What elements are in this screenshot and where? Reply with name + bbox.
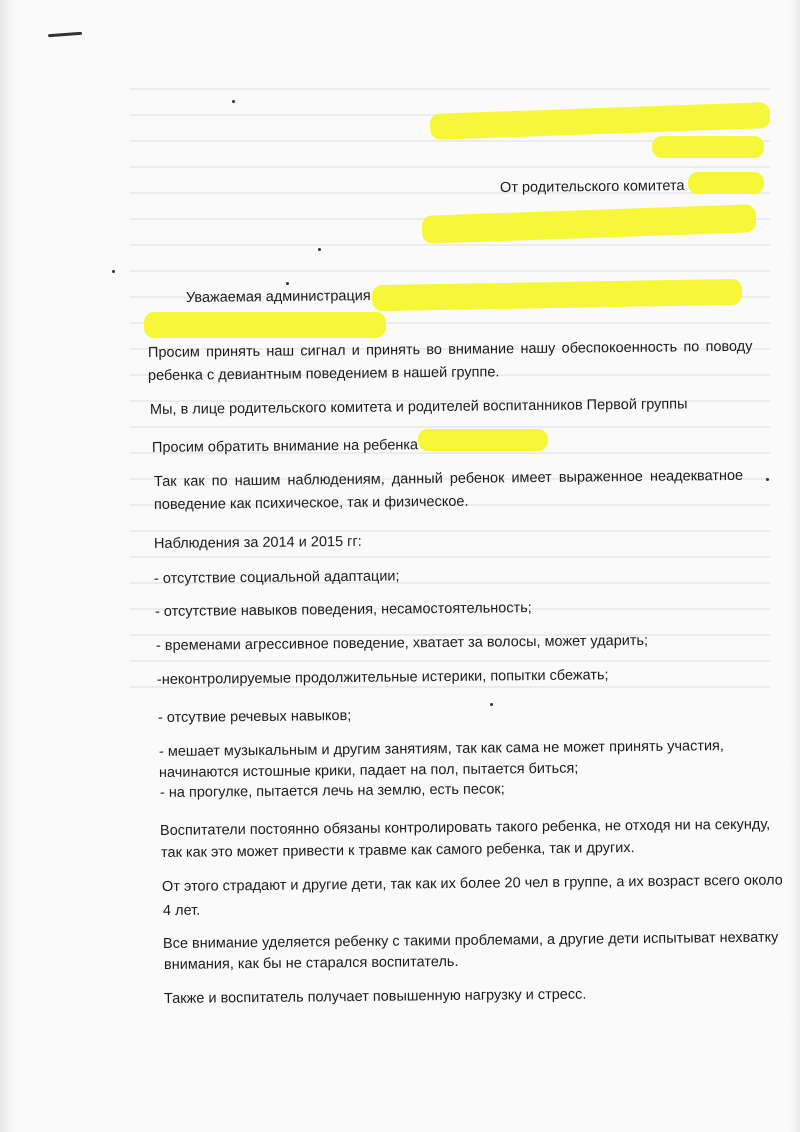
closing-2-line-2: 4 лет. bbox=[162, 902, 201, 919]
salutation: Уважаемая администрация bbox=[185, 288, 371, 306]
paragraph-3: Просим обратить внимание на ребенка bbox=[151, 437, 419, 456]
redaction-highlight-sender bbox=[422, 204, 757, 244]
observation-item: - отсутвие речевых навыков; bbox=[157, 707, 352, 726]
redaction-highlight-recipient-2 bbox=[652, 136, 764, 158]
observation-item: начинаются истошные крики, падает на пол, пытается биться; bbox=[158, 760, 579, 781]
observation-item: -неконтролируемые продолжительные истерики, попытки сбежать; bbox=[156, 667, 609, 688]
closing-4: Также и воспитатель получает повышенную нагрузку и стресс. bbox=[163, 986, 587, 1007]
observation-item: - временами агрессивное поведение, хватает за волосы, может ударить; bbox=[155, 632, 649, 654]
speck bbox=[318, 248, 321, 251]
paragraph-2: Мы, в лице родительского комитета и родителей воспитанников Первой группы bbox=[149, 396, 688, 418]
scan-edge-right bbox=[790, 0, 800, 1132]
redaction-highlight-committee bbox=[688, 172, 764, 194]
speck bbox=[286, 282, 289, 285]
paragraph-1-line-2: ребенка с девиантным поведением в нашей группе. bbox=[147, 364, 500, 384]
speck bbox=[490, 703, 493, 706]
from-committee-text: От родительского комитета bbox=[499, 178, 685, 196]
observation-item: - мешает музыкальным и другим занятиям, так как сама не может принять участия, bbox=[158, 738, 724, 760]
closing-1-line-2: так как это может привести к травме как самого ребенка, так и других. bbox=[160, 840, 635, 861]
closing-2-line-1: От этого страдают и другие дети, так как их более 20 чел в группе, а их возраст всего около bbox=[161, 872, 783, 895]
paragraph-4-line-1: Так как по нашим наблюдениям, данный ребенок имеет выраженное неадекватное bbox=[153, 467, 744, 490]
speck bbox=[766, 478, 769, 481]
speck bbox=[232, 100, 235, 103]
pen-mark bbox=[48, 32, 82, 37]
paragraph-1-line-1: Просим принять наш сигнал и принять во внимание нашу обеспокоенность по поводу bbox=[147, 338, 753, 361]
observation-item: - на прогулке, пытается лечь на землю, есть песок; bbox=[159, 781, 505, 801]
closing-3-line-2: внимания, как бы не старался воспитатель. bbox=[163, 953, 459, 973]
redaction-highlight-administration-2 bbox=[144, 312, 386, 338]
speck bbox=[112, 270, 115, 273]
observations-title: Наблюдения за 2014 и 2015 гг: bbox=[153, 533, 362, 552]
scan-edge-left bbox=[0, 0, 14, 1132]
observation-item: - отсутствие социальной адаптации; bbox=[153, 568, 400, 587]
paragraph-4-line-2: поведение как психическое, так и физическое. bbox=[153, 493, 469, 513]
redaction-highlight-recipient-1 bbox=[430, 102, 771, 140]
redaction-highlight-child-name bbox=[418, 429, 548, 451]
observation-item: - отсутствие навыков поведения, несамостоятельность; bbox=[154, 600, 532, 620]
redaction-highlight-administration-1 bbox=[372, 279, 742, 311]
closing-1-line-1: Воспитатели постоянно обязаны контролировать такого ребенка, не отходя ни на секунду, bbox=[159, 816, 771, 839]
closing-3-line-1: Все внимание уделяется ребенку с такими проблемами, а другие дети испытыват нехватку bbox=[162, 929, 779, 952]
